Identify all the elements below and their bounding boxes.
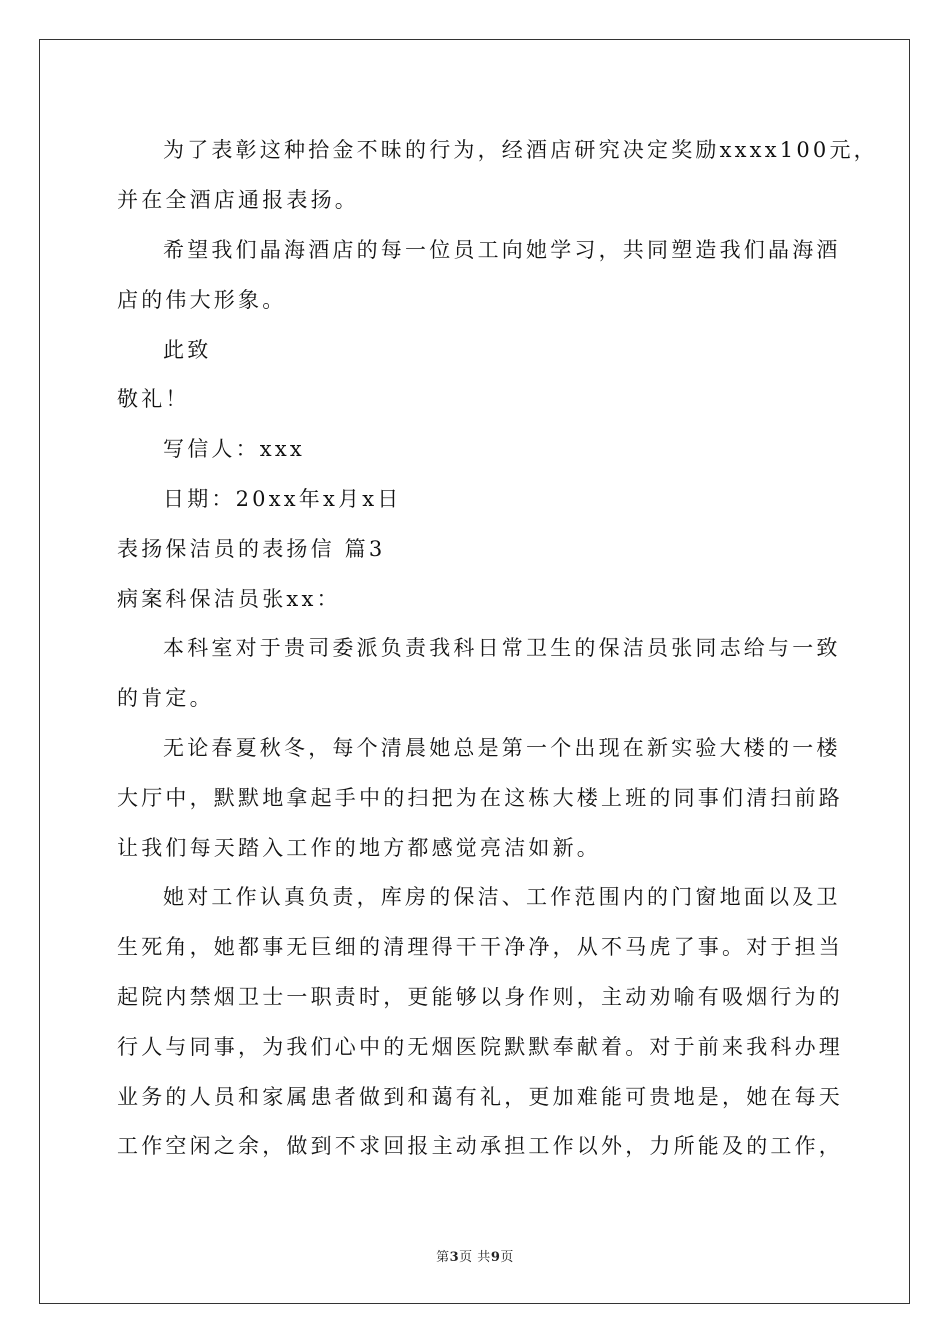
salutation: 病案科保洁员张xx： [117,587,341,611]
text-line: 此致 [163,338,212,362]
text-line: 希望我们晶海酒店的每一位员工向她学习，共同塑造我们晶海酒 [163,238,841,262]
text-line: 敬礼！ [117,387,190,411]
text-line: 本科室对于贵司委派负责我科日常卫生的保洁员张同志给与一致 [163,636,841,660]
text-line: 并在全酒店通报表扬。 [117,188,359,212]
text-line: 起院内禁烟卫士一职责时，更能够以身作则，主动劝喻有吸烟行为的 [117,985,843,1009]
footer-total-pages: 9 [490,1250,501,1265]
text-line: 无论春夏秋冬，每个清晨她总是第一个出现在新实验大楼的一楼 [163,736,841,760]
text-line: 行人与同事，为我们心中的无烟医院默默奉献着。对于前来我科办理 [117,1035,843,1059]
text-line: 生死角，她都事无巨细的清理得干干净净，从不马虎了事。对于担当 [117,935,843,959]
footer-middle: 页 共 [459,1250,491,1265]
footer-page-number: 3 [449,1250,460,1265]
page-footer [0,1246,950,1265]
text-line: 大厅中，默默地拿起手中的扫把为在这栋大楼上班的同事们清扫前路 [117,786,843,810]
text-line: 日期：20xx年x月x日 [163,487,402,511]
text-line: 工作空闲之余，做到不求回报主动承担工作以外，力所能及的工作， [117,1134,843,1158]
text-line: 为了表彰这种拾金不昧的行为，经酒店研究决定奖励xxxx100元， [163,138,878,162]
footer-suffix: 页 [500,1250,514,1265]
text-line: 的肯定。 [117,686,214,710]
text-line: 写信人：xxx [163,437,305,461]
footer-prefix: 第 [436,1250,450,1265]
section-heading: 表扬保洁员的表扬信 篇3 [117,537,386,561]
text-line: 她对工作认真负责，库房的保洁、工作范围内的门窗地面以及卫 [163,885,841,909]
text-line: 店的伟大形象。 [117,288,287,312]
text-line: 业务的人员和家属患者做到和蔼有礼，更加难能可贵地是，她在每天 [117,1085,843,1109]
page-border [39,39,910,1304]
text-line: 让我们每天踏入工作的地方都感觉亮洁如新。 [117,836,601,860]
